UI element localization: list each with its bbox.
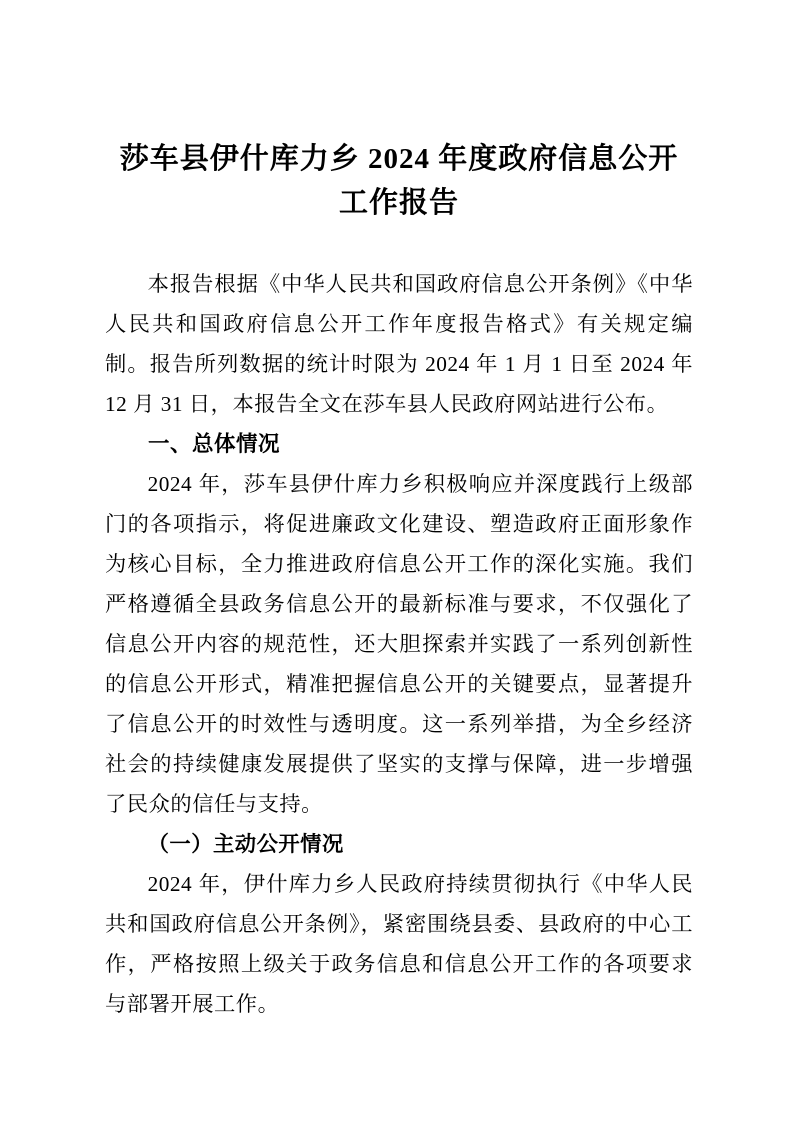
document-title-line1: 莎车县伊什库力乡 2024 年度政府信息公开: [119, 143, 679, 175]
document-title-line2: 工作报告: [338, 187, 459, 219]
subsection-1-1-paragraph: 2024 年，伊什库力乡人民政府持续贯彻执行《中华人民共和国政府信息公开条例》，紧密围绕县委、县政府的中心工作，严格按照上级关于政务信息和信息公开工作的各项要求与部署开展工作。: [105, 872, 693, 1016]
section-1-paragraph: 2024 年，莎车县伊什库力乡积极响应并深度践行上级部门的各项指示，将促进廉政文化建设、塑造政府正面形象作为核心目标，全力推进政府信息公开工作的深化实施。我们严格遵循全县政务信息公开的最新标准与要求，不仅强化了信息公开内容的规范性，还大胆探索并实践了一系列创新性的信息公开形式，精准把握信息公开的关键要点，显著提升了信息公开的时效性与透明度。这一系列举措，为全乡经济社会的持续健康发展提供了坚实的支撑与保障，进一步增强了民众的信任与支持。: [105, 472, 693, 816]
intro-paragraph: 本报告根据《中华人民共和国政府信息公开条例》《中华人民共和国政府信息公开工作年度报告格式》有关规定编制。报告所列数据的统计时限为 2024 年 1 月 1 日至 2024 年 12 月 31 日，本报告全文在莎车县人民政府网站进行公布。: [105, 272, 693, 416]
section-1-heading: 一、总体情况: [148, 432, 281, 456]
subsection-1-1-heading: （一）主动公开情况: [147, 832, 344, 856]
document-title: [105, 137, 693, 225]
